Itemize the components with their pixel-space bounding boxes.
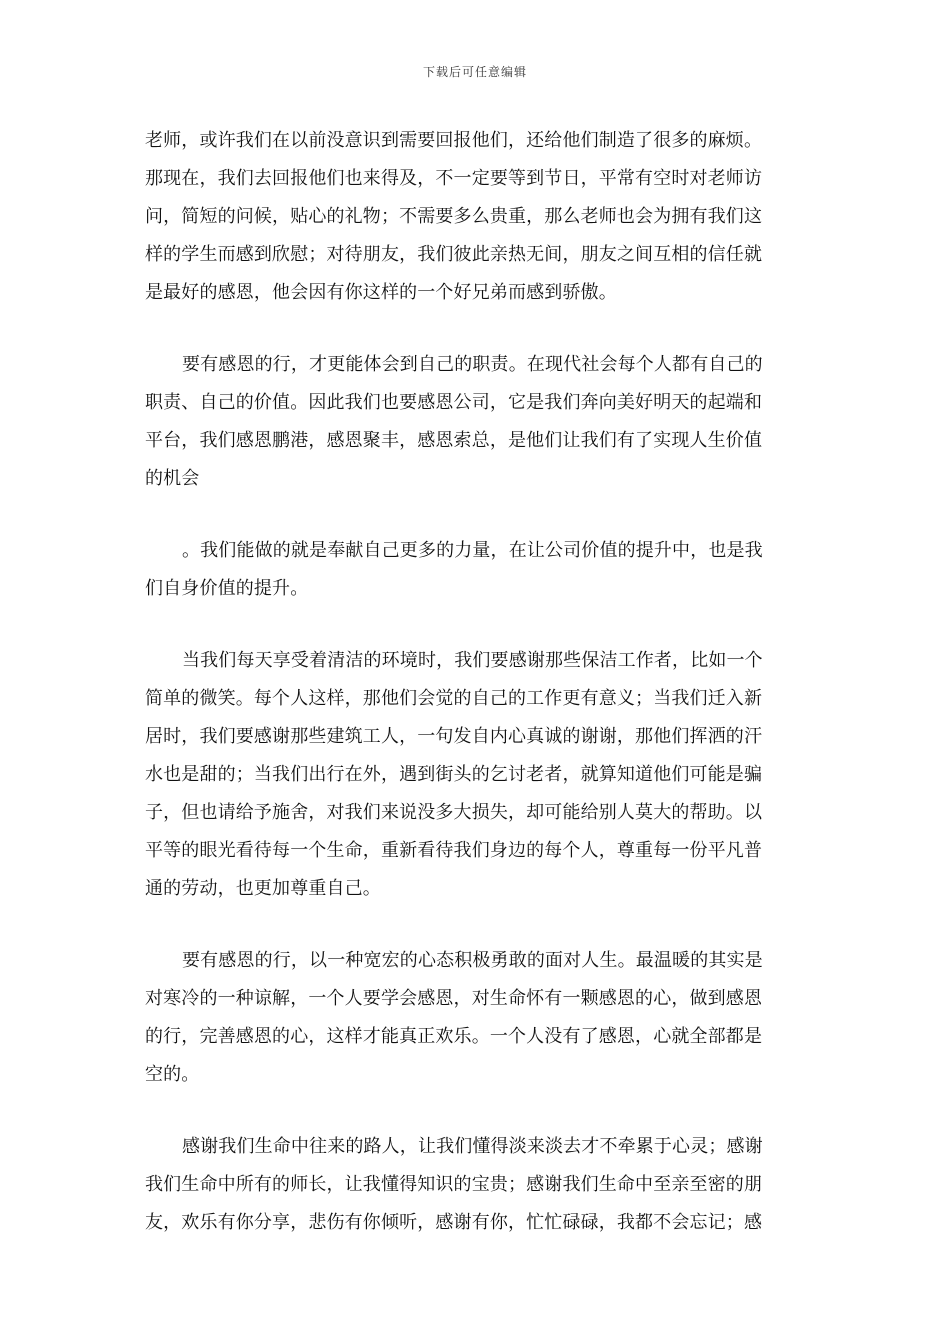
- paragraph-spacer: [145, 498, 808, 532]
- text-line: 那现在，我们去回报他们也来得及，不一定要等到节日，平常有空时对老师访: [145, 168, 763, 189]
- text-line: 我们生命中所有的师长，让我懂得知识的宝贵；感谢我们生命中至亲至密的朋: [145, 1174, 763, 1195]
- text-line: 友，欢乐有你分享，悲伤有你倾听，感谢有你，忙忙碌碌，我都不会忘记；感: [145, 1212, 763, 1233]
- text-line: 老师，或许我们在以前没意识到需要回报他们，还给他们制造了很多的麻烦。: [145, 130, 763, 151]
- text-line: 水也是甜的；当我们出行在外，遇到街头的乞讨老者，就算知道他们可能是骗: [145, 764, 763, 785]
- text-line: 们自身价值的提升。: [145, 578, 309, 599]
- text-line: 问，简短的问候，贴心的礼物；不需要多么贵重，那么老师也会为拥有我们这: [145, 206, 763, 227]
- text-line: 的机会: [145, 468, 200, 489]
- paragraph-spacer: [145, 312, 808, 346]
- paragraph-spacer: [145, 608, 808, 642]
- page-header-note: 下载后可任意编辑: [422, 65, 527, 79]
- paragraph: [145, 942, 808, 1094]
- text-line: 职责、自己的价值。因此我们也要感恩公司，它是我们奔向美好明天的起端和: [145, 392, 763, 413]
- text-line: 的行，完善感恩的心，这样才能真正欢乐。一个人没有了感恩，心就全部都是: [145, 1026, 763, 1047]
- text-line: 样的学生而感到欣慰；对待朋友，我们彼此亲热无间，朋友之间互相的信任就: [145, 244, 763, 265]
- text-line: 居时，我们要感谢那些建筑工人，一句发自内心真诚的谢谢，那他们挥洒的汗: [145, 726, 763, 747]
- text-line: 对寒冷的一种谅解，一个人要学会感恩，对生命怀有一颗感恩的心，做到感恩: [145, 988, 763, 1009]
- paragraph: [145, 122, 808, 312]
- paragraph: [145, 532, 808, 608]
- text-line: 。我们能做的就是奉献自己更多的力量，在让公司价值的提升中，也是我: [182, 540, 763, 561]
- text-line: 平等的眼光看待每一个生命，重新看待我们身边的每个人，尊重每一份平凡普: [145, 840, 763, 861]
- paragraph: [145, 642, 808, 908]
- text-line: 感谢我们生命中往来的路人，让我们懂得淡来淡去才不牵累于心灵；感谢: [182, 1136, 763, 1157]
- text-line: 子，但也请给予施舍，对我们来说没多大损失，却可能给别人莫大的帮助。以: [145, 802, 763, 823]
- text-line: 要有感恩的行，以一种宽宏的心态积极勇敢的面对人生。最温暖的其实是: [182, 950, 763, 971]
- text-line: 是最好的感恩，他会因有你这样的一个好兄弟而感到骄傲。: [145, 282, 617, 303]
- text-line: 空的。: [145, 1064, 200, 1085]
- text-line: 简单的微笑。每个人这样，那他们会觉的自己的工作更有意义；当我们迁入新: [145, 688, 763, 709]
- text-line: 平台，我们感恩鹏港，感恩聚丰，感恩索总，是他们让我们有了实现人生价值: [145, 430, 763, 451]
- text-line: 要有感恩的行，才更能体会到自己的职责。在现代社会每个人都有自己的: [182, 354, 763, 375]
- text-line: 当我们每天享受着清洁的环境时，我们要感谢那些保洁工作者，比如一个: [182, 650, 763, 671]
- paragraph-spacer: [145, 908, 808, 942]
- paragraph-spacer: [145, 1094, 808, 1128]
- text-line: 通的劳动，也更加尊重自己。: [145, 878, 381, 899]
- paragraph: [145, 1128, 808, 1242]
- paragraph: [145, 346, 808, 498]
- document-body: [145, 122, 808, 1242]
